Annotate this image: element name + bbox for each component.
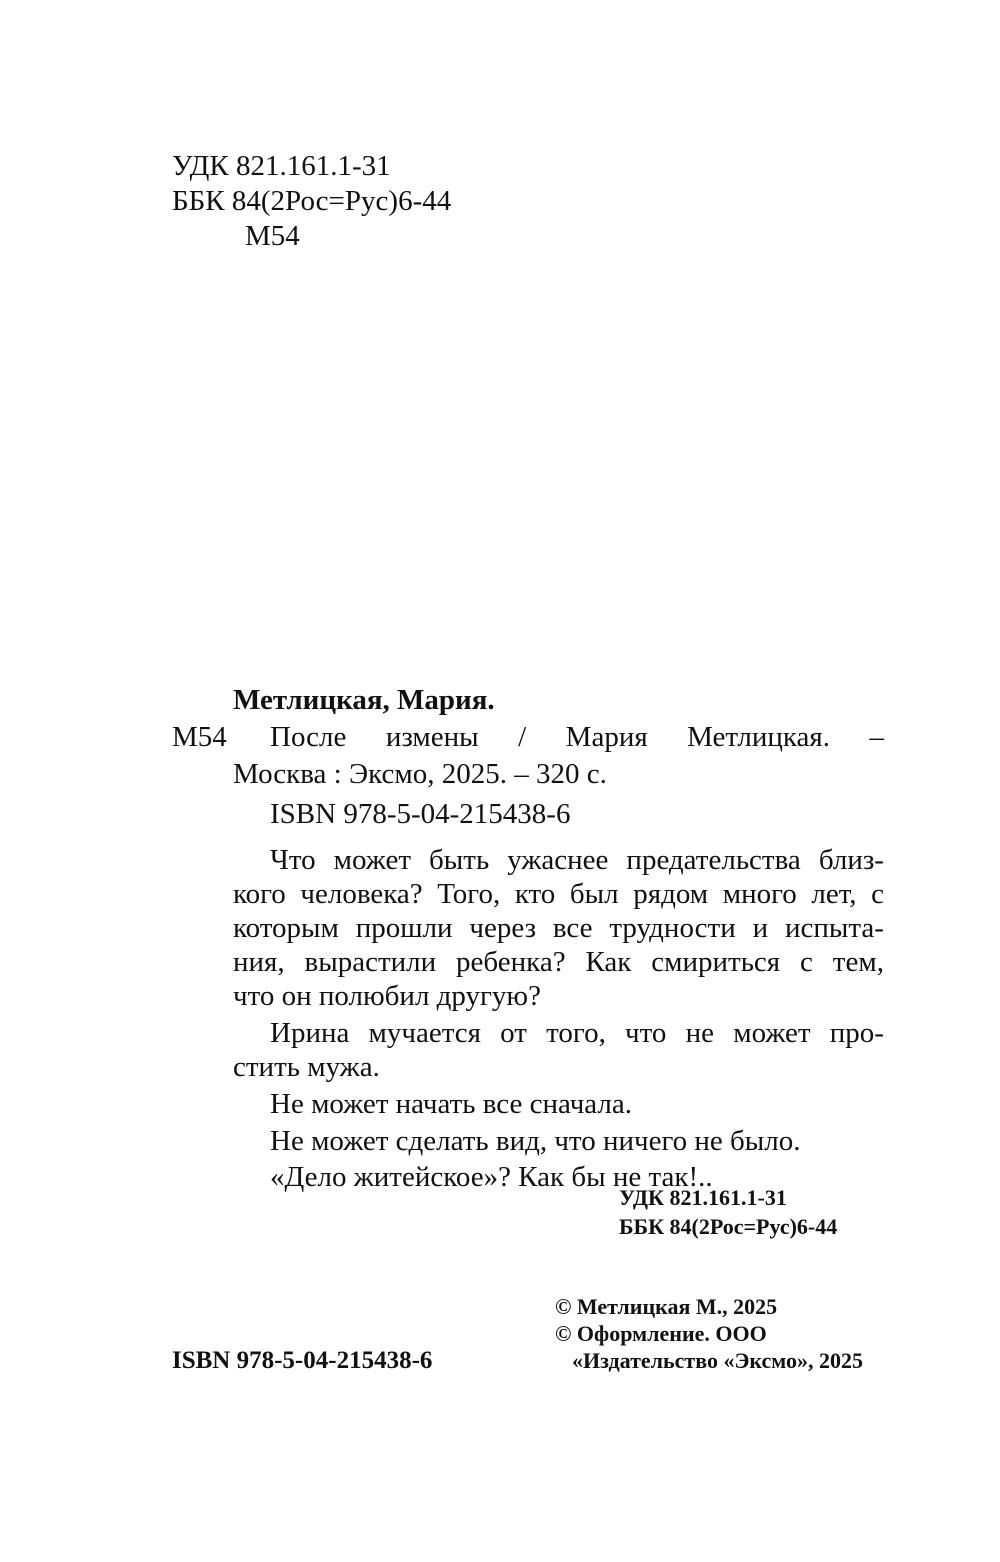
title-word: /: [518, 721, 527, 753]
annotation-word: лет,: [811, 878, 857, 910]
classification-bbk: ББК 84(2Рос=Рус)6-44: [619, 1214, 838, 1239]
annotation-word: через: [469, 912, 537, 944]
entry-imprint: Москва : Эксмо, 2025. – 320 с.: [233, 758, 607, 790]
title-word: измены: [385, 721, 479, 753]
annotation-word: Что: [270, 844, 316, 876]
annotation-word: испыта-: [784, 912, 884, 944]
annotation-word: близ-: [818, 844, 884, 876]
copyright-author: © Метлицкая М., 2025: [555, 1294, 778, 1319]
annotation-word: и: [752, 912, 769, 944]
copyright-design-2: «Издательство «Эксмо», 2025: [572, 1348, 863, 1373]
entry-title-line: [270, 723, 884, 752]
entry-mark: М54: [172, 721, 227, 753]
annotation-word: рядом: [633, 878, 709, 910]
header-bbk: ББК 84(2Рос=Рус)6-44: [172, 185, 452, 217]
entry-author: Метлицкая, Мария.: [233, 684, 495, 716]
annotation-word: тем,: [832, 946, 884, 978]
annotation-word: мучается: [368, 1017, 481, 1049]
annotation-word: ния,: [233, 946, 285, 978]
footer-isbn: ISBN 978-5-04-215438-6: [172, 1347, 433, 1374]
annotation-word: что: [625, 1017, 667, 1049]
annotation-word: Ирина: [270, 1017, 350, 1049]
annotation-word: трудности: [609, 912, 736, 944]
title-word: Мария: [565, 721, 648, 753]
annotation-line: [270, 846, 884, 875]
annotation-word: про-: [829, 1017, 884, 1049]
header-udk: УДК 821.161.1-31: [172, 150, 391, 182]
annotation-word: от: [500, 1017, 527, 1049]
annotation-word: может: [333, 844, 412, 876]
entry-isbn: ISBN 978-5-04-215438-6: [270, 798, 571, 830]
annotation-word: может: [733, 1017, 811, 1049]
annotation-word: человека?: [300, 878, 423, 910]
header-author-mark: М54: [245, 220, 300, 252]
annotation-word: предательства: [626, 844, 801, 876]
annotation-line: стить мужа.: [233, 1051, 380, 1083]
annotation-word: кто: [514, 878, 556, 910]
annotation-line: «Дело житейское»? Как бы не так!..: [270, 1161, 713, 1193]
annotation-line: [233, 948, 884, 977]
entry-title-words: [270, 723, 884, 752]
title-word: Метлицкая.: [687, 721, 830, 753]
annotation-word: Как: [585, 946, 632, 978]
annotation-line: Не может начать все сначала.: [270, 1088, 633, 1120]
annotation-line: [233, 914, 884, 943]
annotation-word: смириться: [651, 946, 781, 978]
annotation-line: [270, 1019, 884, 1048]
annotation-line: Не может сделать вид, что ничего не было.: [270, 1125, 801, 1157]
annotation-word: с: [871, 878, 884, 910]
annotation-word: быть: [429, 844, 490, 876]
title-word: –: [869, 721, 884, 753]
classification-udk: УДК 821.161.1-31: [619, 1185, 787, 1210]
annotation-word: ужаснее: [507, 844, 609, 876]
annotation-word: которым: [233, 912, 339, 944]
copyright-design-1: © Оформление. ООО: [555, 1321, 767, 1346]
annotation-word: прошли: [355, 912, 453, 944]
annotation-word: вырастили: [304, 946, 437, 978]
annotation-word: был: [569, 878, 619, 910]
title-word: После: [270, 721, 347, 753]
annotation-word: Того,: [437, 878, 501, 910]
annotation-word: не: [685, 1017, 715, 1049]
annotation-line: [233, 880, 884, 909]
annotation-word: много: [722, 878, 797, 910]
annotation-line: что он полюбил другую?: [233, 980, 541, 1012]
annotation-word: ребенка?: [456, 946, 566, 978]
annotation-word: все: [552, 912, 593, 944]
annotation-word: с: [800, 946, 813, 978]
annotation-word: кого: [233, 878, 286, 910]
annotation-word: того,: [546, 1017, 606, 1049]
